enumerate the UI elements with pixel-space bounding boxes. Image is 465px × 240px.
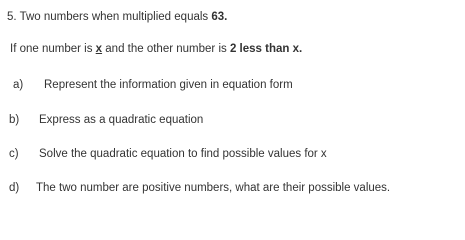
- premise-relation: 2 less than x.: [229, 43, 303, 55]
- question-title: [7, 10, 227, 24]
- premise-part2: and the other number is: [105, 43, 227, 55]
- part-d-label: d): [9, 182, 20, 194]
- premise-variable: x: [95, 43, 103, 55]
- question-premise: [10, 42, 302, 56]
- question-text: Two numbers when multiplied equals: [19, 11, 209, 23]
- question-number: 5.: [7, 11, 17, 23]
- part-d-text: The two number are positive numbers, what are their possible values.: [36, 182, 391, 194]
- part-c-text: Solve the quadratic equation to find possible values for x: [39, 148, 327, 160]
- part-c-label: c): [9, 148, 19, 160]
- premise-part1: If one number is: [10, 43, 93, 55]
- question-product: 63.: [211, 11, 228, 23]
- part-a-label: a): [13, 79, 24, 91]
- part-a-text: Represent the information given in equation form: [44, 79, 293, 91]
- part-b-label: b): [9, 114, 20, 126]
- part-b-text: Express as a quadratic equation: [39, 114, 204, 126]
